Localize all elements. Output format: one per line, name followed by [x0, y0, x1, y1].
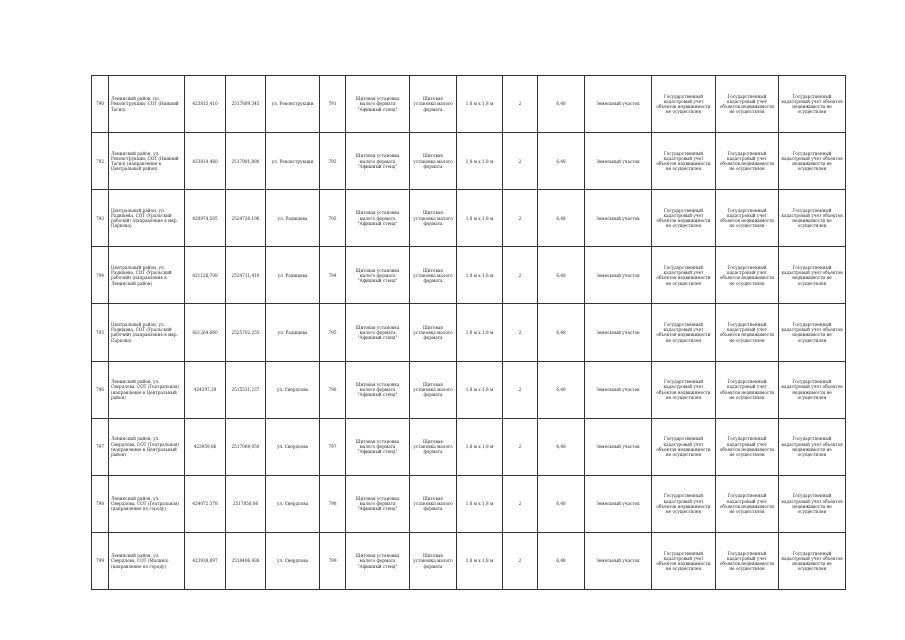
land-type-cell: Земельный участок	[585, 133, 652, 190]
coordinate-x-cell: 424072,378	[185, 475, 226, 532]
land-type-cell: Земельный участок	[585, 418, 652, 475]
cadastral-status-cell-1: Государственный кадастровый учет объектов недвижимости не осуществлен	[652, 247, 716, 304]
street-cell: ул. Свердлова	[266, 361, 320, 418]
land-type-cell: Земельный участок	[585, 247, 652, 304]
address-cell: Ленинский район, ул. Реконструкции, СОТ (Нижний Тагил) (направление в Центральный район)	[109, 133, 185, 190]
size-cell: 1,8 м x 1,8 м	[457, 361, 503, 418]
sides-count-cell: 2	[503, 418, 538, 475]
coordinate-y-cell: 2517901,080	[226, 133, 266, 190]
size-cell: 1,8 м x 1,8 м	[457, 247, 503, 304]
sides-count-cell: 2	[503, 532, 538, 589]
construction-type-cell: Щитовая установка малого формата	[410, 190, 457, 247]
construction-type-cell: Щитовая установка малого формата	[410, 247, 457, 304]
cadastral-status-cell-1: Государственный кадастровый учет объектов недвижимости не осуществлен	[652, 304, 716, 361]
row-number: 794	[92, 247, 109, 304]
table-row	[92, 418, 846, 475]
cadastral-status-cell-3: Государственный кадастровый учет объектов недвижимости не осуществлен	[779, 418, 846, 475]
cadastral-status-cell-2: Государственный кадастровый учет объектов недвижимости не осуществлен	[716, 475, 779, 532]
coordinate-y-cell: 2517889,345	[226, 76, 266, 133]
cadastral-status-cell-3: Государственный кадастровый учет объектов недвижимости не осуществлен	[779, 475, 846, 532]
area-cell: 6,48	[538, 304, 585, 361]
address-cell: Ленинский район, ул. Свердлова, СОТ (Малина) (направление по городу)	[109, 532, 185, 589]
area-cell: 6,48	[538, 190, 585, 247]
place-number-cell: 795	[320, 304, 346, 361]
size-cell: 1,8 м x 1,8 м	[457, 532, 503, 589]
sides-count-cell: 2	[503, 361, 538, 418]
construction-format-cell: Щитовая установка малого формата "Афишный стенд"	[346, 418, 410, 475]
table-row	[92, 247, 846, 304]
construction-type-cell: Щитовая установка малого формата	[410, 133, 457, 190]
row-number: 797	[92, 418, 109, 475]
construction-type-cell: Щитовая установка малого формата	[410, 361, 457, 418]
area-cell: 6,48	[538, 76, 585, 133]
sides-count-cell: 2	[503, 304, 538, 361]
street-cell: ул. Свердлова	[266, 475, 320, 532]
cadastral-status-cell-1: Государственный кадастровый учет объектов недвижимости не осуществлен	[652, 532, 716, 589]
cadastral-status-cell-3: Государственный кадастровый учет объектов недвижимости не осуществлен	[779, 532, 846, 589]
construction-type-cell: Щитовая установка малого формата	[410, 475, 457, 532]
area-cell: 6,48	[538, 133, 585, 190]
place-number-cell: 793	[320, 190, 346, 247]
construction-type-cell: Щитовая установка малого формата	[410, 418, 457, 475]
table-row	[92, 133, 846, 190]
place-number-cell: 791	[320, 76, 346, 133]
size-cell: 1,8 м x 1,8 м	[457, 76, 503, 133]
place-number-cell: 794	[320, 247, 346, 304]
cadastral-status-cell-3: Государственный кадастровый учет объектов недвижимости не осуществлен	[779, 304, 846, 361]
address-cell: Ленинский район, ул. Свердлова, СОТ (Театральная) (направление в Центральный район)	[109, 418, 185, 475]
table-row	[92, 361, 846, 418]
construction-type-cell: Щитовая установка малого формата	[410, 76, 457, 133]
cadastral-status-cell-2: Государственный кадастровый учет объектов недвижимости не осуществлен	[716, 76, 779, 133]
table-row	[92, 76, 846, 133]
construction-format-cell: Щитовая установка малого формата "Афишный стенд"	[346, 247, 410, 304]
size-cell: 1,8 м x 1,8 м	[457, 133, 503, 190]
table-row	[92, 190, 846, 247]
table-row	[92, 304, 846, 361]
land-type-cell: Земельный участок	[585, 304, 652, 361]
area-cell: 6,48	[538, 247, 585, 304]
table-row	[92, 475, 846, 532]
cadastral-status-cell-3: Государственный кадастровый учет объектов недвижимости не осуществлен	[779, 361, 846, 418]
construction-format-cell: Щитовая установка малого формата "Афишный стенд"	[346, 133, 410, 190]
area-cell: 6,48	[538, 361, 585, 418]
address-cell: Ленинский район, ул. Свердлова, СОТ (Театральная) (направление по городу)	[109, 475, 185, 532]
street-cell: ул. Свердлова	[266, 532, 320, 589]
coordinate-x-cell: 421126,709	[185, 247, 226, 304]
cadastral-status-cell-2: Государственный кадастровый учет объектов недвижимости не осуществлен	[716, 190, 779, 247]
coordinate-y-cell: 2518406,436	[226, 532, 266, 589]
place-number-cell: 792	[320, 133, 346, 190]
land-type-cell: Земельный участок	[585, 361, 652, 418]
construction-type-cell: Щитовая установка малого формата	[410, 304, 457, 361]
cadastral-status-cell-1: Государственный кадастровый учет объектов недвижимости не осуществлен	[652, 361, 716, 418]
cadastral-status-cell-3: Государственный кадастровый учет объектов недвижимости не осуществлен	[779, 76, 846, 133]
cadastral-status-cell-1: Государственный кадастровый учет объектов недвижимости не осуществлен	[652, 418, 716, 475]
construction-format-cell: Щитовая установка малого формата "Афишный стенд"	[346, 76, 410, 133]
table-row	[92, 532, 846, 589]
street-cell: ул. Реконструкции	[266, 76, 320, 133]
row-number: 799	[92, 532, 109, 589]
cadastral-status-cell-3: Государственный кадастровый учет объектов недвижимости не осуществлен	[779, 247, 846, 304]
land-type-cell: Земельный участок	[585, 532, 652, 589]
cadastral-status-cell-2: Государственный кадастровый учет объектов недвижимости не осуществлен	[716, 418, 779, 475]
address-cell: Центральный район, ул. Радищева, СОТ (Уральский рабочий) (направление в Ленинский район)	[109, 247, 185, 304]
size-cell: 1,8 м x 1,8 м	[457, 418, 503, 475]
cadastral-status-cell-3: Государственный кадастровый учет объектов недвижимости не осуществлен	[779, 190, 846, 247]
place-number-cell: 796	[320, 361, 346, 418]
place-number-cell: 797	[320, 418, 346, 475]
row-number: 790	[92, 76, 109, 133]
construction-format-cell: Щитовая установка малого формата "Афишный стенд"	[346, 532, 410, 589]
address-cell: Центральный район, ул. Радищева, СОТ (Уральский рабочий) (направление в мкр. Паркова)	[109, 190, 185, 247]
sides-count-cell: 2	[503, 247, 538, 304]
coordinate-y-cell: 2524726,196	[226, 190, 266, 247]
cadastral-status-cell-2: Государственный кадастровый учет объектов недвижимости не осуществлен	[716, 361, 779, 418]
place-number-cell: 799	[320, 532, 346, 589]
cadastral-status-cell-1: Государственный кадастровый учет объектов недвижимости не осуществлен	[652, 76, 716, 133]
street-cell: ул. Радищева	[266, 190, 320, 247]
size-cell: 1,8 м x 1,8 м	[457, 304, 503, 361]
sides-count-cell: 2	[503, 133, 538, 190]
cadastral-status-cell-2: Государственный кадастровый учет объектов недвижимости не осуществлен	[716, 304, 779, 361]
place-number-cell: 798	[320, 475, 346, 532]
coordinate-x-cell: 423815,410	[185, 76, 226, 133]
coordinate-x-cell: 424297,29	[185, 361, 226, 418]
table-body	[92, 76, 846, 590]
cadastral-status-cell-2: Государственный кадастровый учет объектов недвижимости не осуществлен	[716, 532, 779, 589]
row-number: 798	[92, 475, 109, 532]
cadastral-status-cell-1: Государственный кадастровый учет объектов недвижимости не осуществлен	[652, 133, 716, 190]
construction-format-cell: Щитовая установка малого формата "Афишный стенд"	[346, 190, 410, 247]
size-cell: 1,8 м x 1,8 м	[457, 190, 503, 247]
size-cell: 1,8 м x 1,8 м	[457, 475, 503, 532]
land-type-cell: Земельный участок	[585, 190, 652, 247]
cadastral-status-cell-2: Государственный кадастровый учет объектов недвижимости не осуществлен	[716, 133, 779, 190]
coordinate-y-cell: 2515531,237	[226, 361, 266, 418]
construction-format-cell: Щитовая установка малого формата "Афишный стенд"	[346, 361, 410, 418]
area-cell: 6,48	[538, 532, 585, 589]
row-number: 795	[92, 304, 109, 361]
row-number: 793	[92, 190, 109, 247]
row-number: 792	[92, 133, 109, 190]
document-page	[91, 75, 845, 590]
cadastral-status-cell-1: Государственный кадастровый учет объектов недвижимости не осуществлен	[652, 475, 716, 532]
coordinate-y-cell: 2524711,410	[226, 247, 266, 304]
coordinate-x-cell: 421264,660	[185, 304, 226, 361]
placement-table	[91, 75, 846, 590]
coordinate-y-cell: 2517858,86	[226, 475, 266, 532]
row-number: 796	[92, 361, 109, 418]
sides-count-cell: 2	[503, 76, 538, 133]
address-cell: Центральный район, ул. Радищева, СОТ (Уральский рабочий) (направление в мкр. Паркова)	[109, 304, 185, 361]
cadastral-status-cell-3: Государственный кадастровый учет объектов недвижимости не осуществлен	[779, 133, 846, 190]
construction-format-cell: Щитовая установка малого формата "Афишный стенд"	[346, 475, 410, 532]
construction-type-cell: Щитовая установка малого формата	[410, 532, 457, 589]
coordinate-y-cell: 2525702,255	[226, 304, 266, 361]
street-cell: ул. Радищева	[266, 304, 320, 361]
sides-count-cell: 2	[503, 190, 538, 247]
land-type-cell: Земельный участок	[585, 475, 652, 532]
area-cell: 6,48	[538, 418, 585, 475]
coordinate-x-cell: 423814,460	[185, 133, 226, 190]
coordinate-y-cell: 2517069,050	[226, 418, 266, 475]
sides-count-cell: 2	[503, 475, 538, 532]
coordinate-x-cell: 420974,505	[185, 190, 226, 247]
cadastral-status-cell-2: Государственный кадастровый учет объектов недвижимости не осуществлен	[716, 247, 779, 304]
address-cell: Ленинский район, пл. Реконструкции, СОТ (Нижний Тагил)	[109, 76, 185, 133]
cadastral-status-cell-1: Государственный кадастровый учет объектов недвижимости не осуществлен	[652, 190, 716, 247]
address-cell: Ленинский район, ул. Свердлова, СОТ (Театральная) (направление в Центральный район)	[109, 361, 185, 418]
coordinate-x-cell: 423959,86	[185, 418, 226, 475]
land-type-cell: Земельный участок	[585, 76, 652, 133]
construction-format-cell: Щитовая установка малого формата "Афишный стенд"	[346, 304, 410, 361]
street-cell: ул. Реконструкции	[266, 133, 320, 190]
coordinate-x-cell: 423938,897	[185, 532, 226, 589]
street-cell: ул. Радищева	[266, 247, 320, 304]
area-cell: 6,48	[538, 475, 585, 532]
street-cell: ул. Свердлова	[266, 418, 320, 475]
